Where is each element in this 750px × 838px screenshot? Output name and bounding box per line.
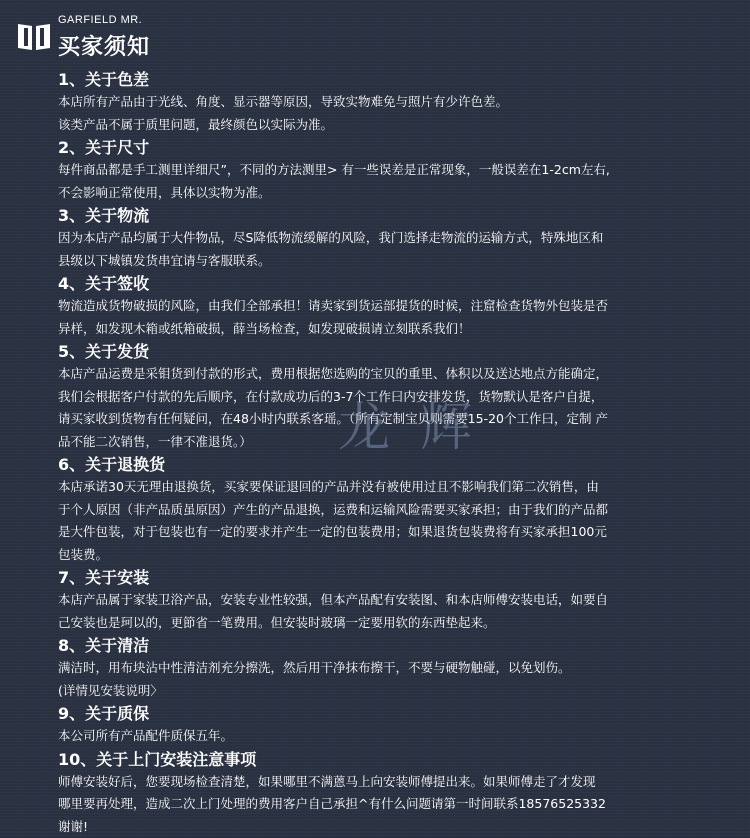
section-size bbox=[58, 136, 718, 204]
section-title: 6、关于退换货 bbox=[58, 453, 718, 476]
section-text-line: 请买家收到货物有任何疑问，在48小时内联系客瑶。（所有定制宝贝则需要15-20个工作曰，定制 产 bbox=[58, 408, 718, 431]
section-text-line: 我们会根据客户付款的先后顺序，在付款成功后的3-7个工作曰内安排发货，货物默认是客户自提， bbox=[58, 386, 718, 409]
section-text-line: 异样，如发现木箱或纸箱破损，薛当场检查，如发现破损请立刻联系我们！ bbox=[58, 318, 718, 341]
section-returns bbox=[58, 453, 718, 566]
section-title: 9、关于质保 bbox=[58, 702, 718, 725]
section-text-line: 该类产品不属于质里问题，最终颜色以实际为准。 bbox=[58, 114, 718, 137]
section-logistics bbox=[58, 204, 718, 272]
page-title: 买家须知 bbox=[58, 30, 150, 61]
section-text-line: 本店产品属于家装卫浴产品，安装专业性较强，但本产品配有安装图、和本店师傅安装电话，如要自 bbox=[58, 589, 718, 612]
section-title: 10、关于上门安装注意事项 bbox=[58, 748, 718, 771]
section-text-line: 本店产品运费是采钼货到付款的形式，费用根据您选购的宝贝的重里、体积以及送达地点方能确定， bbox=[58, 363, 718, 386]
section-text-line: 本公司所有产品配件质保五年。 bbox=[58, 725, 718, 748]
section-onsite-installation bbox=[58, 748, 718, 838]
section-text-line: 本店承诺30天无理由退换货，买家要保证退回的产品并没有被使用过且不影响我们第二次销售，由 bbox=[58, 476, 718, 499]
section-text-line: 己安装也是珂以的，更節省一笔费用。但安装时玻璃一定要用软的东西垫起来。 bbox=[58, 612, 718, 635]
section-warranty bbox=[58, 702, 718, 748]
section-cleaning bbox=[58, 634, 718, 702]
header bbox=[16, 14, 316, 58]
section-text-line: 满洁时，用布块沾中性清洁剂充分擦洗，然后用干净抹布擦干，不要与硬物触碰，以免划伤。 bbox=[58, 657, 718, 680]
book-icon bbox=[16, 18, 52, 54]
section-text-line: 县级以下城镇发货串宜请与客服联系。 bbox=[58, 250, 718, 273]
section-installation bbox=[58, 566, 718, 634]
section-text-line: 包装费。 bbox=[58, 544, 718, 567]
section-text-line: 本店所有产品由于光线、角度、显示器等原因，导致实物难免与照片有少许色差。 bbox=[58, 91, 718, 114]
watermark-char: 辉 bbox=[420, 385, 472, 460]
section-title: 2、关于尺寸 bbox=[58, 136, 718, 159]
section-text-line: 哪里要再处理，造成二次上门处理的费用客户自己承担^有什么问题请第一时间联系18576525332 bbox=[58, 793, 718, 816]
section-title: 8、关于清洁 bbox=[58, 634, 718, 657]
section-title: 1、关于色差 bbox=[58, 68, 718, 91]
section-text-line: 于个人原因（非产品质虽原因）产生的产品退换，运费和运输风险需要买家承担；由于我们的产品都 bbox=[58, 499, 718, 522]
section-color-difference bbox=[58, 68, 718, 136]
section-text-line: (详情见安装说明〉 bbox=[58, 680, 718, 703]
section-title: 3、关于物流 bbox=[58, 204, 718, 227]
section-title: 4、关于签收 bbox=[58, 272, 718, 295]
section-text-line: 谢谢! bbox=[58, 816, 718, 838]
section-text-line: 因为本店产品均属于大件物品，尽S降低物流缓解的风险，我门选择走物流的运输方式，特殊地区和 bbox=[58, 227, 718, 250]
section-text-line: 师傅安装好后，您要现场检查清楚，如果哪里不满蒽马上向安装师傅提出来。如果师傅走了才发现 bbox=[58, 771, 718, 794]
brand-name: GARFIELD MR. bbox=[58, 14, 142, 26]
watermark-char: 龙 bbox=[338, 385, 390, 460]
section-title: 7、关于安装 bbox=[58, 566, 718, 589]
section-text-line: 不会影响正常使用，具体以实物为准。 bbox=[58, 182, 718, 205]
section-text-line: 每件商品都是手工测里详细尺”，不同的方法测里> 有一些误差是正常现象，一般误差在1-2cm左右, bbox=[58, 159, 718, 182]
section-text-line: 是大件包装，对于包装也有一定的要求并产生一定的包装费用；如果退货包装费将有买家承担100元 bbox=[58, 521, 718, 544]
section-title: 5、关于发货 bbox=[58, 340, 718, 363]
section-text-line: 物流造成货物破损的风险，由我们全部承担！请卖家到货运部提货的时候，注窟检查货物外包装是否 bbox=[58, 295, 718, 318]
section-receipt bbox=[58, 272, 718, 340]
section-text-line: 品不能二次销售，一律不准退货。） bbox=[58, 431, 718, 454]
